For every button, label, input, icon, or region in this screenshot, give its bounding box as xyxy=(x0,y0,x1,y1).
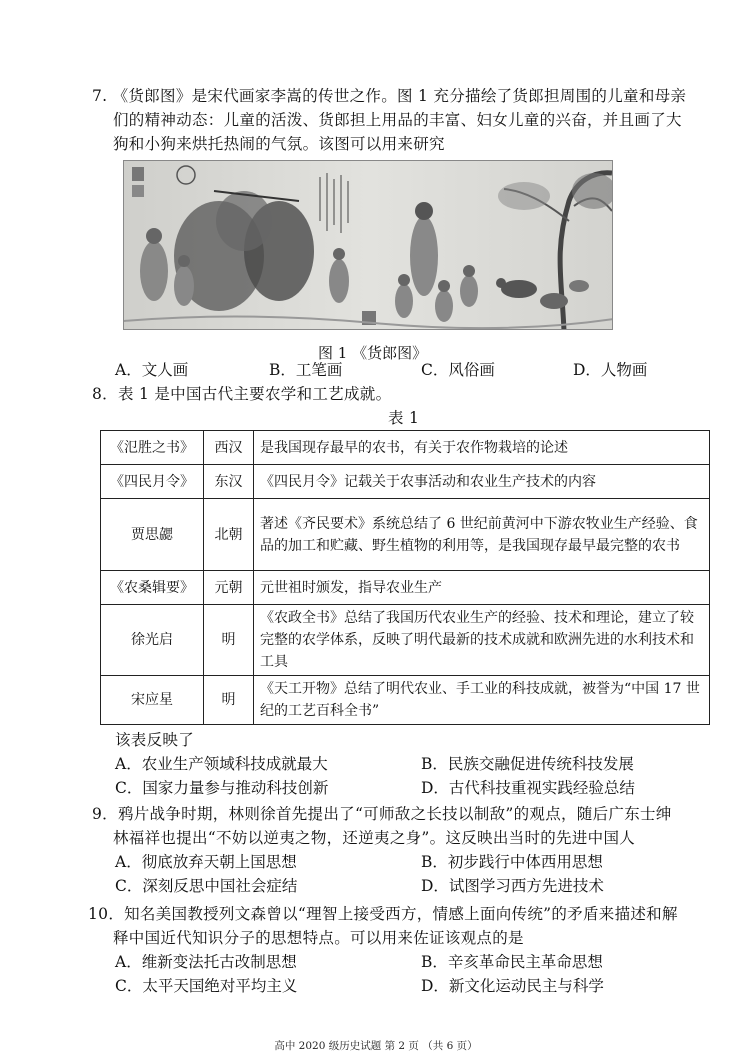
table-cell-desc: 元世祖时颁发，指导农业生产 xyxy=(254,571,710,605)
table-cell-era: 元朝 xyxy=(204,571,254,605)
q9-option-d: D．试图学习西方先进技术 xyxy=(421,877,604,895)
table-cell-era: 西汉 xyxy=(204,431,254,465)
table-cell-desc: 《四民月令》记载关于农事活动和农业生产技术的内容 xyxy=(254,465,710,499)
table-cell-desc: 《天工开物》总结了明代农业、手工业的科技成就，被誉为“中国 17 世纪的工艺百科全书” xyxy=(254,676,710,725)
table-cell-era: 明 xyxy=(204,605,254,676)
table-cell-name: 贾思勰 xyxy=(101,499,204,571)
q10-option-d: D．新文化运动民主与科学 xyxy=(421,977,604,995)
q7-option-a: A．文人画 xyxy=(115,361,189,379)
q8-after: 该表反映了 xyxy=(115,731,195,749)
table-cell-desc: 著述《齐民要术》系统总结了 6 世纪前黄河中下游农牧业生产经验、食品的加工和贮藏、野生植物的利用等，是我国现存最早最完整的农书 xyxy=(254,499,710,571)
table-cell-desc: 《农政全书》总结了我国历代农业生产的经验、技术和理论，建立了较完整的农学体系，反映了明代最新的技术成就和欧洲先进的水利技术和工具 xyxy=(254,605,710,676)
table-cell-desc: 是我国现存最早的农书，有关于农作物栽培的论述 xyxy=(254,431,710,465)
q10-option-c: C．太平天国绝对平均主义 xyxy=(115,977,298,995)
page-footer: 高中 2020 级历史试题 第 2 页 （共 6 页） xyxy=(274,1040,478,1052)
table-cell-era: 明 xyxy=(204,676,254,725)
q10-option-b: B．辛亥革命民主革命思想 xyxy=(421,953,603,971)
achievements-table xyxy=(100,430,710,725)
q9-line-2: 林福祥也提出“不妨以逆夷之物，还逆夷之身”。这反映出当时的先进中国人 xyxy=(113,829,636,847)
table-cell-era: 东汉 xyxy=(204,465,254,499)
painting-illustration xyxy=(124,161,613,330)
q8-option-a: A．农业生产领域科技成就最大 xyxy=(115,755,328,773)
table-cell-name: 徐光启 xyxy=(101,605,204,676)
q7-option-d: D．人物画 xyxy=(573,361,648,379)
table-cell-name: 《氾胜之书》 xyxy=(101,431,204,465)
table-cell-name: 宋应星 xyxy=(101,676,204,725)
q8-option-d: D．古代科技重视实践经验总结 xyxy=(421,779,635,797)
q7-option-b: B．工笔画 xyxy=(269,361,343,379)
q9-option-a: A．彻底放弃天朝上国思想 xyxy=(115,853,297,871)
q8-option-b: B．民族交融促进传统科技发展 xyxy=(421,755,634,773)
table-row xyxy=(101,499,710,571)
q9-line-1: 9．鸦片战争时期，林则徐首先提出了“可师敌之长技以制敌”的观点，随后广东士绅 xyxy=(92,805,672,823)
q7-line-1: 7. 《货郎图》是宋代画家李嵩的传世之作。图 1 充分描绘了货郎担周围的儿童和母亲 xyxy=(92,87,687,105)
q9-option-b: B．初步践行中体西用思想 xyxy=(421,853,603,871)
table-cell-era: 北朝 xyxy=(204,499,254,571)
table-row xyxy=(101,431,710,465)
table-row xyxy=(101,676,710,725)
table-row xyxy=(101,605,710,676)
q7-line-2: 们的精神动态：儿童的活泼、货郎担上用品的丰富、妇女儿童的兴奋，并且画了大 xyxy=(113,111,682,129)
table-row xyxy=(101,571,710,605)
q10-line-1: 10．知名美国教授列文森曾以“理智上接受西方，情感上面向传统”的矛盾来描述和解 xyxy=(88,905,678,923)
q8-option-c: C．国家力量参与推动科技创新 xyxy=(115,779,329,797)
table-cell-name: 《农桑辑要》 xyxy=(101,571,204,605)
q7-line-3: 狗和小狗来烘托热闹的气氛。该图可以用来研究 xyxy=(113,135,445,153)
table-title: 表 1 xyxy=(388,409,420,427)
q7-option-c: C．风俗画 xyxy=(421,361,495,379)
table-cell-name: 《四民月令》 xyxy=(101,465,204,499)
q10-line-2: 释中国近代知识分子的思想特点。可以用来佐证该观点的是 xyxy=(113,929,524,947)
q9-option-c: C．深刻反思中国社会症结 xyxy=(115,877,298,895)
q10-option-a: A．维新变法托古改制思想 xyxy=(115,953,297,971)
q8-stem: 8．表 1 是中国古代主要农学和工艺成就。 xyxy=(92,385,392,403)
huolang-painting-image xyxy=(123,160,613,330)
table-row xyxy=(101,465,710,499)
figure-caption: 图 1 《货郎图》 xyxy=(318,344,428,362)
